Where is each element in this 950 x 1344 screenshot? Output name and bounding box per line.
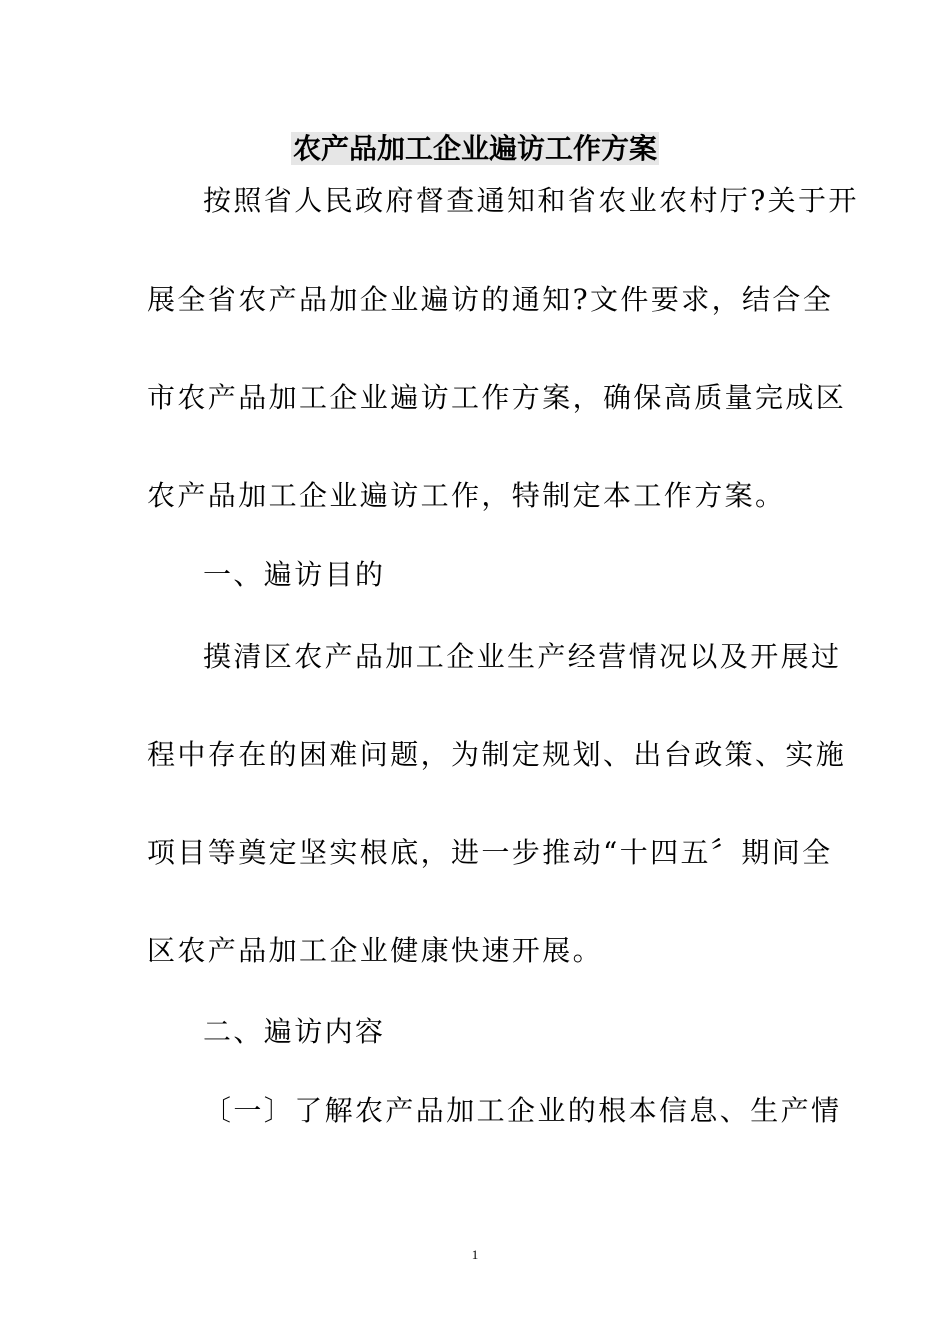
paragraph-line: 程中存在的困难问题，为制定规划、出台政策、实施 — [147, 738, 847, 771]
document-title — [0, 127, 950, 171]
paragraph-line: 展全省农产品加企业遍访的通知?文件要求，结合全 — [147, 283, 834, 316]
document-title-text: 农产品加工企业遍访工作方案 — [292, 132, 657, 165]
page-number: 1 — [471, 1247, 479, 1262]
paragraph-line: 〔一〕了解农产品加工企业的根本信息、生产情 — [203, 1094, 842, 1127]
paragraph-line: 按照省人民政府督查通知和省农业农村厅?关于开 — [203, 184, 859, 217]
paragraph-line: 区农产品加工企业健康快速开展。 — [147, 934, 604, 967]
paragraph-line: 农产品加工企业遍访工作，特制定本工作方案。 — [147, 479, 786, 512]
section-heading: 二、遍访内容 — [203, 1015, 386, 1048]
paragraph-line: 市农产品加工企业遍访工作方案，确保高质量完成区 — [147, 381, 847, 414]
section-heading: 一、遍访目的 — [203, 558, 386, 591]
paragraph-line: 项目等奠定坚实根底，进一步推动“十四五〞期间全 — [147, 836, 833, 869]
paragraph-line: 摸清区农产品加工企业生产经营情况以及开展过 — [203, 640, 842, 673]
